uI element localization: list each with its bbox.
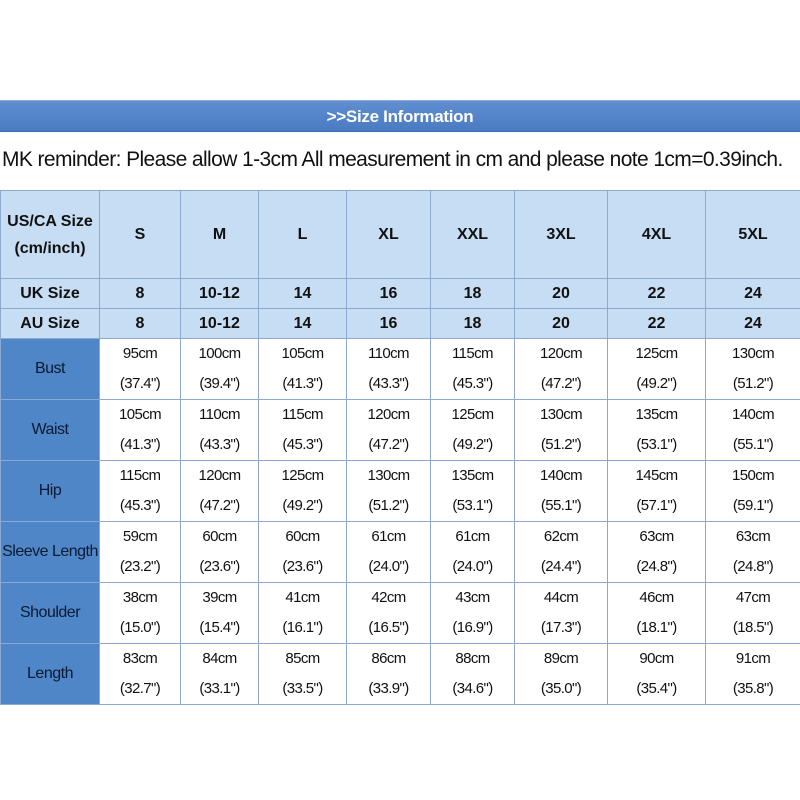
- measurement-cell: [431, 461, 515, 522]
- header-row: [1, 191, 800, 279]
- measurement-cell: [706, 461, 800, 522]
- measurement-cm: 130cm: [731, 345, 775, 362]
- measurement-inch: (34.6"): [452, 680, 493, 697]
- measurement-inch: (51.2"): [540, 436, 582, 453]
- measurement-cell: [706, 644, 800, 705]
- size-header: 3XL: [515, 191, 608, 279]
- measurement-inch: (15.0"): [119, 619, 161, 636]
- measurement-cell: [259, 522, 347, 583]
- measurement-inch: (55.1"): [540, 497, 582, 514]
- measurement-inch: (24.0"): [368, 558, 409, 575]
- measurement-cell: [706, 400, 800, 461]
- measurement-cm: 89cm: [543, 650, 579, 667]
- measurement-inch: (47.2"): [368, 436, 409, 453]
- measurement-row: [1, 583, 800, 644]
- measurement-cell: [706, 339, 800, 400]
- measurement-cm: 125cm: [451, 406, 494, 423]
- measurement-cell: [259, 400, 347, 461]
- measurement-inch: (47.2"): [540, 375, 582, 392]
- measurement-inch: (16.5"): [368, 619, 409, 636]
- measurement-cell: [515, 583, 608, 644]
- measurement-cell: [431, 339, 515, 400]
- measurement-inch: (18.5"): [732, 619, 774, 636]
- measurement-cell: [181, 461, 259, 522]
- measurement-cm: 110cm: [368, 345, 409, 362]
- size-conversion-value: 22: [608, 309, 706, 339]
- measurement-inch: (32.7"): [119, 680, 161, 697]
- size-system-label: AU Size: [1, 309, 100, 339]
- measurement-inch: (43.3"): [368, 375, 409, 392]
- measurement-row: [1, 644, 800, 705]
- measurement-cm: 120cm: [367, 406, 410, 423]
- measurement-inch: (33.1"): [199, 680, 240, 697]
- measurement-cm: 85cm: [285, 650, 320, 667]
- corner-header: [1, 191, 100, 279]
- measurement-row: [1, 461, 800, 522]
- measurement-cm: 125cm: [635, 345, 678, 362]
- corner-label: US/CA Size (cm/inch): [7, 212, 93, 257]
- size-header: L: [259, 191, 347, 279]
- measurement-cell: [431, 644, 515, 705]
- measurement-cell: [100, 461, 181, 522]
- measurement-cell: [608, 522, 706, 583]
- measurement-label: Shoulder: [1, 583, 100, 644]
- measurement-cm: 60cm: [202, 528, 237, 545]
- measurement-cell: [100, 522, 181, 583]
- size-conversion-value: 24: [706, 279, 800, 309]
- measurement-cell: [706, 583, 800, 644]
- measurement-inch: (47.2"): [199, 497, 240, 514]
- size-header: 4XL: [608, 191, 706, 279]
- measurement-cm: 61cm: [371, 528, 406, 545]
- measurement-cell: [347, 583, 431, 644]
- size-conversion-value: 14: [259, 279, 347, 309]
- measurement-cm: 63cm: [735, 528, 771, 545]
- measurement-cell: [515, 339, 608, 400]
- size-header: M: [181, 191, 259, 279]
- measurement-cm: 130cm: [367, 467, 410, 484]
- size-conversion-value: 16: [347, 279, 431, 309]
- measurement-inch: (53.1"): [452, 497, 493, 514]
- measurement-cell: [259, 583, 347, 644]
- measurement-inch: (57.1"): [636, 497, 677, 514]
- measurement-cm: 44cm: [543, 589, 579, 606]
- measurement-cm: 62cm: [543, 528, 579, 545]
- measurement-inch: (59.1"): [732, 497, 774, 514]
- measurement-inch: (43.3"): [199, 436, 240, 453]
- measurement-inch: (18.1"): [636, 619, 677, 636]
- measurement-cm: 41cm: [285, 589, 320, 606]
- measurement-cell: [181, 339, 259, 400]
- size-conversion-value: 18: [431, 309, 515, 339]
- size-conversion-row: [1, 309, 800, 339]
- measurement-cell: [608, 400, 706, 461]
- measurement-inch: (35.0"): [540, 680, 582, 697]
- measurement-cell: [181, 522, 259, 583]
- measurement-inch: (33.5"): [282, 680, 323, 697]
- measurement-cm: 115cm: [452, 345, 493, 362]
- measurement-inch: (24.4"): [540, 558, 582, 575]
- measurement-inch: (16.9"): [452, 619, 493, 636]
- measurement-cell: [608, 461, 706, 522]
- size-system-label: UK Size: [1, 279, 100, 309]
- measurement-label: Bust: [1, 339, 100, 400]
- measurement-cell: [431, 583, 515, 644]
- measurement-cm: 42cm: [371, 589, 406, 606]
- measurement-inch: (45.3"): [452, 375, 493, 392]
- measurement-cm: 88cm: [455, 650, 490, 667]
- size-conversion-value: 10-12: [181, 279, 259, 309]
- measurement-cell: [431, 400, 515, 461]
- measurement-cell: [431, 522, 515, 583]
- measurement-inch: (35.8"): [732, 680, 774, 697]
- measurement-cell: [608, 339, 706, 400]
- size-header: 5XL: [706, 191, 800, 279]
- measurement-cell: [706, 522, 800, 583]
- measurement-cell: [100, 339, 181, 400]
- size-header: S: [100, 191, 181, 279]
- measurement-cell: [100, 644, 181, 705]
- measurement-inch: (41.3"): [119, 436, 161, 453]
- measurement-cell: [100, 583, 181, 644]
- measurement-cell: [259, 461, 347, 522]
- measurement-inch: (24.0"): [452, 558, 493, 575]
- measurement-label: Hip: [1, 461, 100, 522]
- size-information-sheet: [0, 100, 800, 705]
- measurement-cell: [515, 522, 608, 583]
- measurement-label: Length: [1, 644, 100, 705]
- measurement-cm: 120cm: [198, 467, 241, 484]
- measurement-label: Waist: [1, 400, 100, 461]
- size-conversion-value: 16: [347, 309, 431, 339]
- measurement-inch: (33.9"): [368, 680, 409, 697]
- size-conversion-value: 10-12: [181, 309, 259, 339]
- size-conversion-value: 20: [515, 309, 608, 339]
- measurement-inch: (41.3"): [282, 375, 323, 392]
- measurement-cm: 83cm: [122, 650, 158, 667]
- measurement-cm: 86cm: [371, 650, 406, 667]
- measurement-label: Sleeve Length: [1, 522, 100, 583]
- measurement-cm: 145cm: [635, 467, 678, 484]
- size-conversion-value: 18: [431, 279, 515, 309]
- measurement-cm: 100cm: [198, 345, 241, 362]
- measurement-row: [1, 522, 800, 583]
- measurement-cm: 125cm: [281, 467, 324, 484]
- measurement-cm: 130cm: [539, 406, 583, 423]
- measurement-cell: [347, 644, 431, 705]
- measurement-inch: (35.4"): [636, 680, 677, 697]
- measurement-cell: [259, 644, 347, 705]
- measurement-cm: 150cm: [731, 467, 775, 484]
- measurement-inch: (45.3"): [282, 436, 323, 453]
- size-information-banner: >>Size Information: [0, 100, 800, 132]
- measurement-inch: (39.4"): [199, 375, 240, 392]
- measurement-row: [1, 400, 800, 461]
- measurement-cell: [515, 461, 608, 522]
- measurement-cm: 61cm: [455, 528, 490, 545]
- size-conversion-value: 8: [100, 309, 181, 339]
- measurement-cell: [347, 400, 431, 461]
- measurement-cm: 120cm: [539, 345, 583, 362]
- size-chart-body: [1, 191, 800, 705]
- measurement-cell: [608, 583, 706, 644]
- measurement-cm: 63cm: [639, 528, 674, 545]
- measurement-cell: [259, 339, 347, 400]
- measurement-inch: (37.4"): [119, 375, 161, 392]
- size-conversion-value: 20: [515, 279, 608, 309]
- size-conversion-value: 8: [100, 279, 181, 309]
- measurement-cm: 110cm: [199, 406, 240, 423]
- measurement-inch: (15.4"): [199, 619, 240, 636]
- measurement-cell: [100, 400, 181, 461]
- measurement-cell: [515, 644, 608, 705]
- measurement-cm: 115cm: [119, 467, 161, 484]
- measurement-cm: 60cm: [285, 528, 320, 545]
- measurement-cm: 95cm: [122, 345, 158, 362]
- measurement-inch: (17.3"): [540, 619, 582, 636]
- measurement-cell: [608, 644, 706, 705]
- size-conversion-value: 22: [608, 279, 706, 309]
- measurement-cm: 39cm: [202, 589, 237, 606]
- measurement-cell: [347, 461, 431, 522]
- measurement-cell: [181, 583, 259, 644]
- measurement-cm: 59cm: [122, 528, 158, 545]
- measurement-inch: (16.1"): [282, 619, 323, 636]
- size-chart-table: [0, 190, 800, 705]
- measurement-inch: (49.2"): [452, 436, 493, 453]
- measurement-inch: (23.2"): [119, 558, 161, 575]
- measurement-cm: 135cm: [451, 467, 494, 484]
- measurement-inch: (23.6"): [282, 558, 323, 575]
- measurement-cm: 135cm: [635, 406, 678, 423]
- measurement-cm: 140cm: [731, 406, 775, 423]
- measurement-cm: 91cm: [735, 650, 771, 667]
- measurement-inch: (45.3"): [119, 497, 161, 514]
- measurement-cm: 90cm: [639, 650, 674, 667]
- measurement-cm: 105cm: [118, 406, 162, 423]
- size-header: XL: [347, 191, 431, 279]
- measurement-cm: 43cm: [455, 589, 490, 606]
- measurement-inch: (55.1"): [732, 436, 774, 453]
- measurement-cm: 115cm: [282, 406, 323, 423]
- measurement-cm: 140cm: [539, 467, 583, 484]
- size-conversion-value: 24: [706, 309, 800, 339]
- measurement-cm: 46cm: [639, 589, 674, 606]
- measurement-cm: 47cm: [735, 589, 771, 606]
- measurement-inch: (51.2"): [732, 375, 774, 392]
- measurement-inch: (23.6"): [199, 558, 240, 575]
- measurement-cm: 38cm: [122, 589, 158, 606]
- measurement-cm: 105cm: [281, 345, 324, 362]
- measurement-inch: (53.1"): [636, 436, 677, 453]
- measurement-cm: 84cm: [202, 650, 237, 667]
- measurement-inch: (49.2"): [636, 375, 677, 392]
- measurement-cell: [347, 339, 431, 400]
- measurement-cell: [347, 522, 431, 583]
- measurement-inch: (24.8"): [732, 558, 774, 575]
- size-header: XXL: [431, 191, 515, 279]
- measurement-inch: (24.8"): [636, 558, 677, 575]
- measurement-row: [1, 339, 800, 400]
- size-conversion-value: 14: [259, 309, 347, 339]
- size-conversion-row: [1, 279, 800, 309]
- measurement-reminder: MK reminder: Please allow 1-3cm All measurement in cm and please note 1cm=0.39inch.: [2, 148, 783, 171]
- measurement-cell: [515, 400, 608, 461]
- measurement-cell: [181, 644, 259, 705]
- measurement-inch: (51.2"): [368, 497, 409, 514]
- measurement-cell: [181, 400, 259, 461]
- measurement-inch: (49.2"): [282, 497, 323, 514]
